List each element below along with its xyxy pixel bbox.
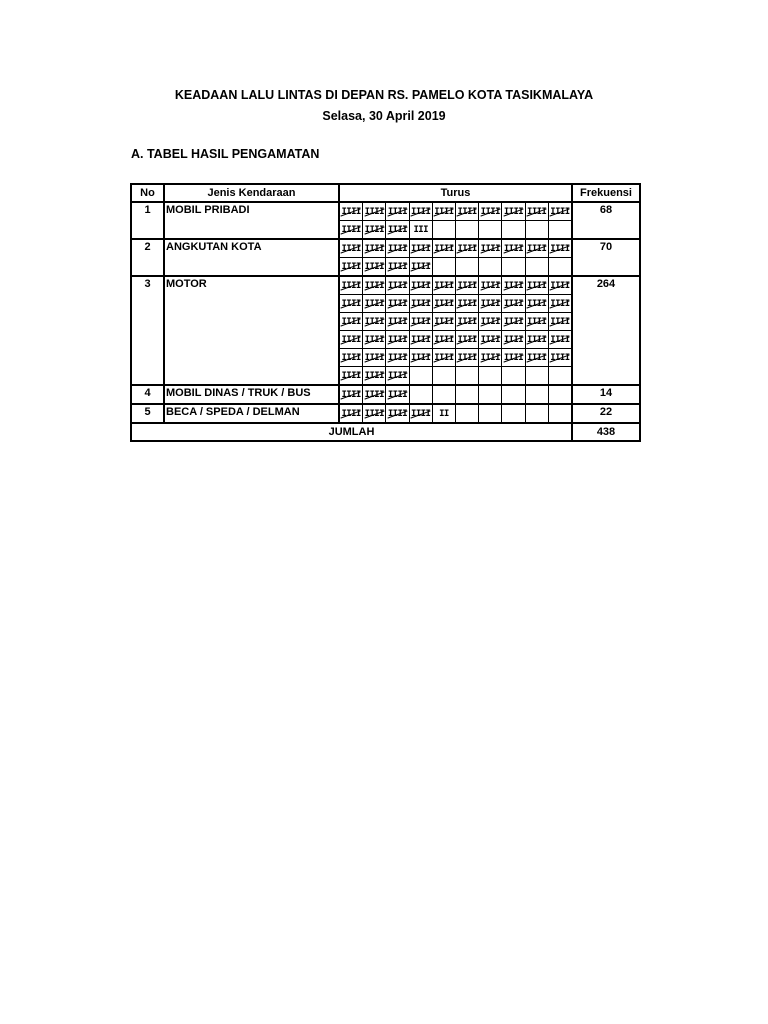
turus-cell	[455, 313, 478, 331]
turus-cell	[363, 367, 386, 385]
table-row	[131, 239, 640, 276]
turus-cell	[455, 277, 478, 295]
tally-mark: IIII	[387, 353, 408, 363]
turus-cell	[525, 313, 548, 331]
turus-cell	[548, 331, 571, 349]
tally-mark: IIII	[550, 317, 570, 327]
tally-mark: IIII	[387, 225, 408, 235]
turus-cell	[340, 277, 363, 295]
turus-cell	[363, 258, 386, 276]
tally-mark: IIII	[364, 281, 384, 291]
turus-cell	[340, 331, 363, 349]
turus-cell	[432, 203, 455, 221]
tally-mark: IIII	[434, 207, 454, 217]
turus-cell	[455, 295, 478, 313]
turus-cell	[432, 240, 455, 258]
tally-mark: IIII	[341, 207, 361, 217]
turus-cell	[363, 349, 386, 367]
turus-cell	[502, 405, 525, 422]
tally-mark: IIII	[457, 335, 477, 345]
turus-cell	[409, 221, 432, 239]
turus-cell	[409, 295, 432, 313]
tally-mark: IIII	[434, 299, 454, 309]
tally-mark: IIII	[387, 390, 408, 400]
turus-cell	[340, 386, 363, 403]
table-row	[131, 385, 640, 404]
turus-cell	[363, 331, 386, 349]
tally-mark: IIII	[387, 409, 408, 419]
turus-cell	[525, 367, 548, 385]
turus-cell	[525, 221, 548, 239]
turus-cell	[479, 405, 502, 422]
tally-mark: IIII	[341, 317, 361, 327]
turus-cell	[340, 240, 363, 258]
turus-line	[340, 405, 571, 422]
turus-cell	[548, 349, 571, 367]
turus-cell	[525, 386, 548, 403]
turus-cell	[525, 331, 548, 349]
turus-cell	[363, 405, 386, 422]
row-jenis: ANGKUTAN KOTA	[164, 239, 339, 276]
header-frekuensi: Frekuensi	[572, 184, 640, 202]
turus-cell	[386, 313, 409, 331]
row-frekuensi: 264	[572, 276, 640, 385]
turus-cell	[548, 405, 571, 422]
tally-mark: IIII	[480, 207, 500, 217]
tally-mark: IIII	[503, 335, 524, 345]
turus-cell	[479, 203, 502, 221]
tally-mark: IIII	[387, 262, 408, 272]
turus-cell	[409, 367, 432, 385]
turus-cell	[479, 386, 502, 403]
tally-mark: III	[413, 225, 428, 235]
tally-mark: IIII	[503, 317, 524, 327]
tally-mark: IIII	[457, 299, 477, 309]
tally-mark: IIII	[341, 244, 361, 254]
tally-mark: IIII	[434, 335, 454, 345]
turus-cell	[455, 405, 478, 422]
turus-cell	[525, 240, 548, 258]
turus-cell	[502, 313, 525, 331]
header-jenis: Jenis Kendaraan	[164, 184, 339, 202]
turus-cell	[386, 386, 409, 403]
tally-mark: IIII	[341, 335, 361, 345]
turus-cell	[432, 258, 455, 276]
tally-mark: IIII	[411, 299, 431, 309]
turus-cell	[502, 349, 525, 367]
turus-grid	[340, 405, 571, 422]
turus-cell	[363, 313, 386, 331]
turus-cell	[363, 240, 386, 258]
tally-mark: IIII	[457, 244, 477, 254]
tally-mark: IIII	[341, 353, 361, 363]
row-frekuensi: 22	[572, 404, 640, 423]
turus-cell	[432, 331, 455, 349]
tally-mark: IIII	[387, 281, 408, 291]
tally-mark: IIII	[550, 335, 570, 345]
row-turus	[339, 385, 572, 404]
turus-line	[340, 349, 571, 367]
row-turus	[339, 202, 572, 239]
tally-mark: IIII	[550, 299, 570, 309]
turus-cell	[386, 405, 409, 422]
turus-cell	[340, 367, 363, 385]
page-subtitle: Selasa, 30 April 2019	[322, 109, 446, 123]
tally-mark: IIII	[527, 353, 547, 363]
turus-cell	[432, 386, 455, 403]
tally-mark: IIII	[364, 353, 384, 363]
turus-cell	[479, 331, 502, 349]
turus-cell	[502, 258, 525, 276]
header-row	[131, 184, 640, 202]
turus-cell	[409, 405, 432, 422]
turus-cell	[340, 313, 363, 331]
turus-cell	[340, 258, 363, 276]
row-no: 4	[131, 385, 164, 404]
tally-mark: IIII	[411, 262, 431, 272]
turus-cell	[479, 295, 502, 313]
turus-cell	[386, 221, 409, 239]
turus-cell	[386, 367, 409, 385]
turus-cell	[409, 386, 432, 403]
header-no: No	[131, 184, 164, 202]
tally-mark: IIII	[480, 335, 500, 345]
tally-mark: II	[439, 409, 449, 419]
tally-mark: IIII	[364, 409, 384, 419]
turus-cell	[525, 349, 548, 367]
row-frekuensi: 68	[572, 202, 640, 239]
turus-cell	[525, 405, 548, 422]
turus-cell	[502, 331, 525, 349]
turus-cell	[548, 221, 571, 239]
total-row	[131, 423, 640, 441]
tally-mark: IIII	[364, 262, 384, 272]
tally-mark: IIII	[411, 207, 431, 217]
turus-cell	[479, 367, 502, 385]
turus-cell	[409, 349, 432, 367]
row-jenis: MOBIL DINAS / TRUK / BUS	[164, 385, 339, 404]
tally-mark: IIII	[457, 353, 477, 363]
tally-mark: IIII	[341, 225, 361, 235]
tally-mark: IIII	[364, 244, 384, 254]
turus-line	[340, 240, 571, 258]
tally-mark: IIII	[364, 335, 384, 345]
turus-cell	[548, 367, 571, 385]
tally-mark: IIII	[341, 371, 361, 381]
turus-cell	[340, 221, 363, 239]
tally-mark: IIII	[457, 317, 477, 327]
tally-mark: IIII	[411, 281, 431, 291]
tally-mark: IIII	[364, 390, 384, 400]
tally-mark: IIII	[457, 281, 477, 291]
turus-cell	[386, 277, 409, 295]
tally-mark: IIII	[341, 390, 361, 400]
tally-mark: IIII	[364, 225, 384, 235]
turus-cell	[386, 258, 409, 276]
turus-cell	[548, 240, 571, 258]
turus-cell	[409, 240, 432, 258]
turus-line	[340, 313, 571, 331]
tally-mark: IIII	[387, 244, 408, 254]
turus-cell	[502, 277, 525, 295]
tally-mark: IIII	[411, 317, 431, 327]
turus-cell	[502, 240, 525, 258]
turus-line	[340, 221, 571, 239]
turus-grid	[340, 203, 571, 238]
turus-cell	[479, 258, 502, 276]
tally-mark: IIII	[341, 281, 361, 291]
turus-cell	[479, 277, 502, 295]
turus-cell	[386, 203, 409, 221]
turus-grid	[340, 277, 571, 384]
turus-cell	[340, 405, 363, 422]
row-no: 1	[131, 202, 164, 239]
tally-mark: IIII	[480, 281, 500, 291]
tally-mark: IIII	[457, 207, 477, 217]
table-row	[131, 276, 640, 385]
turus-cell	[502, 367, 525, 385]
turus-cell	[386, 295, 409, 313]
tally-mark: IIII	[434, 244, 454, 254]
tally-mark: IIII	[550, 207, 570, 217]
tally-mark: IIII	[411, 353, 431, 363]
turus-cell	[548, 277, 571, 295]
tally-mark: IIII	[503, 207, 524, 217]
turus-line	[340, 331, 571, 349]
turus-line	[340, 386, 571, 403]
table-row	[131, 404, 640, 423]
turus-line	[340, 203, 571, 221]
tally-mark: IIII	[527, 281, 547, 291]
turus-cell	[432, 313, 455, 331]
tally-mark: IIII	[411, 244, 431, 254]
tally-mark: IIII	[503, 281, 524, 291]
turus-cell	[479, 349, 502, 367]
turus-cell	[432, 295, 455, 313]
turus-cell	[525, 295, 548, 313]
tally-mark: IIII	[480, 317, 500, 327]
turus-cell	[455, 240, 478, 258]
total-label: JUMLAH	[131, 423, 572, 441]
tally-mark: IIII	[527, 317, 547, 327]
turus-cell	[548, 313, 571, 331]
turus-grid	[340, 386, 571, 403]
row-frekuensi: 14	[572, 385, 640, 404]
turus-cell	[502, 221, 525, 239]
turus-cell	[386, 240, 409, 258]
turus-cell	[432, 277, 455, 295]
row-no: 5	[131, 404, 164, 423]
turus-cell	[386, 349, 409, 367]
row-turus	[339, 239, 572, 276]
turus-cell	[548, 295, 571, 313]
tally-mark: IIII	[387, 317, 408, 327]
turus-cell	[479, 240, 502, 258]
tally-mark: IIII	[434, 281, 454, 291]
tally-mark: IIII	[364, 299, 384, 309]
tally-mark: IIII	[503, 353, 524, 363]
turus-cell	[363, 203, 386, 221]
tally-mark: IIII	[527, 207, 547, 217]
tally-mark: IIII	[550, 281, 570, 291]
header-turus: Turus	[339, 184, 572, 202]
turus-cell	[548, 386, 571, 403]
tally-mark: IIII	[364, 207, 384, 217]
turus-cell	[363, 386, 386, 403]
turus-cell	[502, 295, 525, 313]
row-jenis: BECA / SPEDA / DELMAN	[164, 404, 339, 423]
section-title: A. TABEL HASIL PENGAMATAN	[131, 147, 320, 161]
turus-cell	[479, 221, 502, 239]
tally-mark: IIII	[503, 244, 524, 254]
tally-mark: IIII	[411, 335, 431, 345]
turus-cell	[386, 331, 409, 349]
row-jenis: MOTOR	[164, 276, 339, 385]
tally-mark: IIII	[387, 335, 408, 345]
turus-cell	[409, 313, 432, 331]
tally-mark: IIII	[550, 353, 570, 363]
row-jenis: MOBIL PRIBADI	[164, 202, 339, 239]
observation-table	[130, 183, 641, 442]
turus-cell	[409, 258, 432, 276]
turus-cell	[455, 349, 478, 367]
turus-cell	[340, 295, 363, 313]
tally-mark: IIII	[527, 335, 547, 345]
tally-mark: IIII	[434, 317, 454, 327]
row-turus	[339, 404, 572, 423]
turus-cell	[432, 349, 455, 367]
tally-mark: IIII	[341, 299, 361, 309]
tally-mark: IIII	[527, 244, 547, 254]
tally-mark: IIII	[411, 409, 431, 419]
turus-cell	[502, 203, 525, 221]
turus-cell	[363, 221, 386, 239]
turus-cell	[525, 258, 548, 276]
tally-mark: IIII	[480, 299, 500, 309]
turus-cell	[455, 367, 478, 385]
page-title: KEADAAN LALU LINTAS DI DEPAN RS. PAMELO KOTA TASIKMALAYA	[174, 88, 594, 102]
tally-mark: IIII	[341, 409, 361, 419]
turus-cell	[455, 331, 478, 349]
row-frekuensi: 70	[572, 239, 640, 276]
turus-cell	[525, 277, 548, 295]
tally-mark: IIII	[480, 353, 500, 363]
turus-cell	[502, 386, 525, 403]
tally-mark: IIII	[387, 299, 408, 309]
tally-mark: IIII	[387, 371, 408, 381]
total-value: 438	[572, 423, 640, 441]
row-no: 3	[131, 276, 164, 385]
turus-cell	[432, 367, 455, 385]
tally-mark: IIII	[503, 299, 524, 309]
turus-cell	[455, 221, 478, 239]
tally-mark: IIII	[387, 207, 408, 217]
turus-cell	[432, 405, 455, 422]
table-row	[131, 202, 640, 239]
turus-cell	[525, 203, 548, 221]
tally-mark: IIII	[480, 244, 500, 254]
row-no: 2	[131, 239, 164, 276]
turus-line	[340, 258, 571, 276]
turus-cell	[548, 258, 571, 276]
turus-cell	[455, 203, 478, 221]
turus-cell	[432, 221, 455, 239]
tally-mark: IIII	[527, 299, 547, 309]
tally-mark: IIII	[434, 353, 454, 363]
turus-cell	[479, 313, 502, 331]
turus-line	[340, 295, 571, 313]
turus-cell	[455, 258, 478, 276]
row-turus	[339, 276, 572, 385]
turus-cell	[340, 349, 363, 367]
turus-line	[340, 367, 571, 385]
turus-cell	[409, 277, 432, 295]
tally-mark: IIII	[364, 317, 384, 327]
turus-cell	[548, 203, 571, 221]
turus-grid	[340, 240, 571, 275]
turus-cell	[363, 295, 386, 313]
turus-line	[340, 277, 571, 295]
turus-cell	[409, 203, 432, 221]
tally-mark: IIII	[341, 262, 361, 272]
turus-cell	[363, 277, 386, 295]
turus-cell	[340, 203, 363, 221]
tally-mark: IIII	[364, 371, 384, 381]
turus-cell	[409, 331, 432, 349]
turus-cell	[455, 386, 478, 403]
tally-mark: IIII	[550, 244, 570, 254]
